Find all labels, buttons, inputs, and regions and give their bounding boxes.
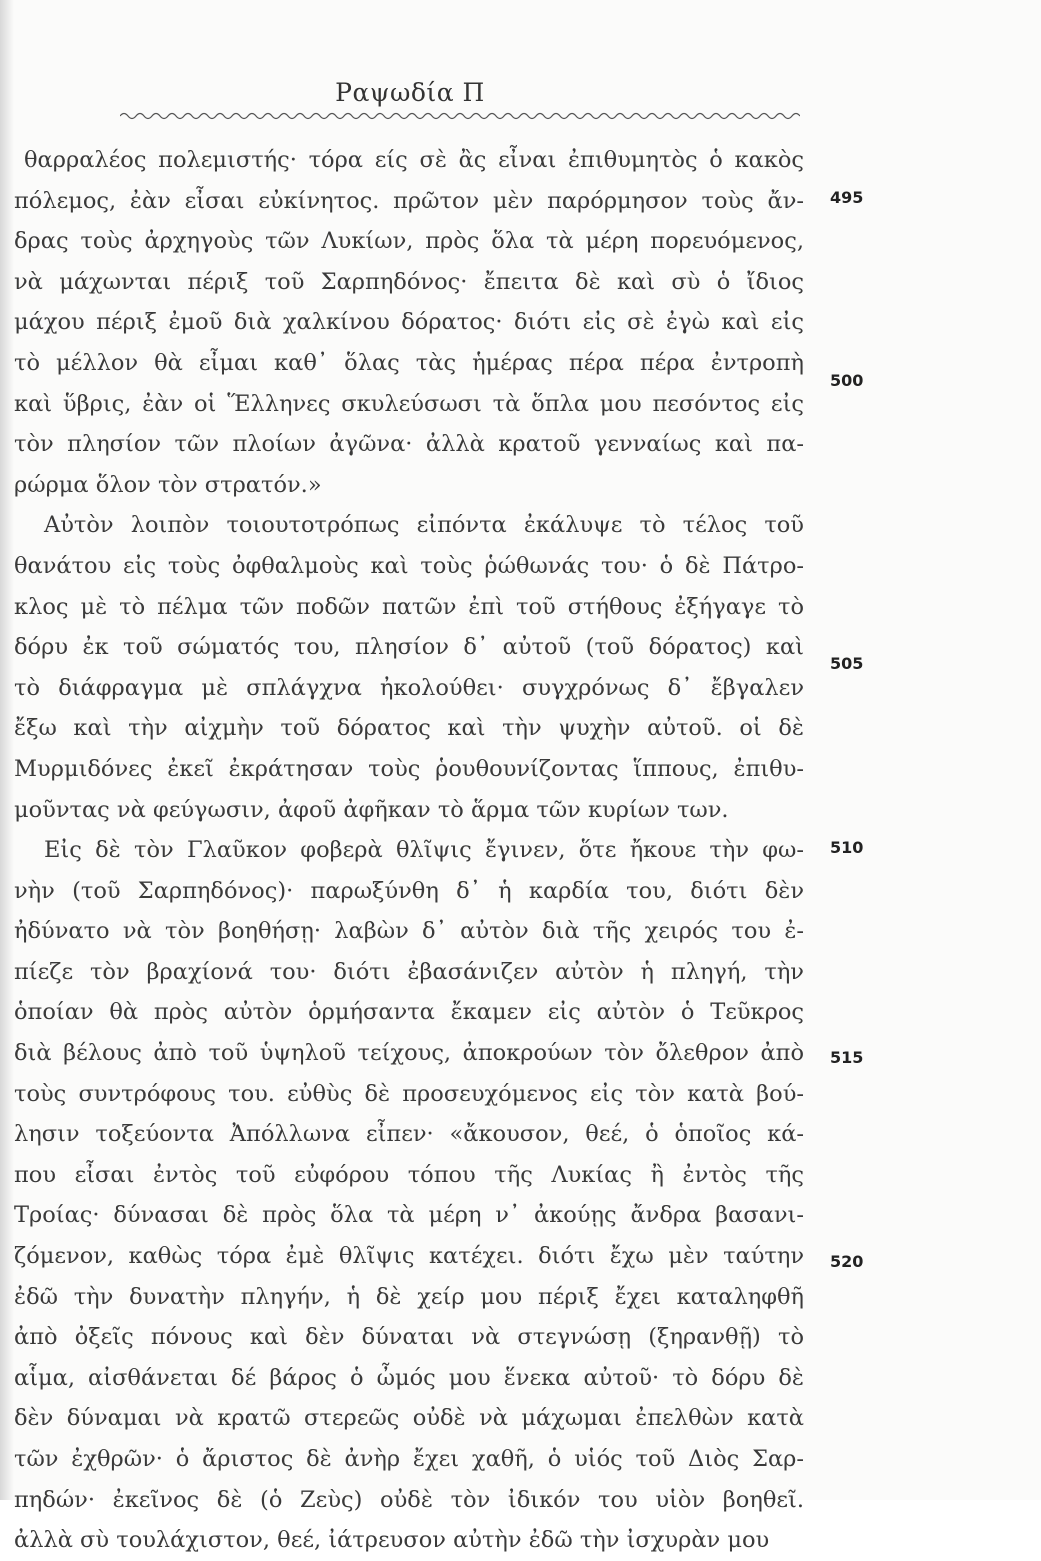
text-line: κλος μὲ τὸ πέλμα τῶν ποδῶν πατῶν ἐπὶ τοῦ στήθους ἐξήγαγε τὸ	[14, 593, 804, 620]
text-line: Αὐτὸν λοιπὸν τοιουτοτρόπως εἰπόντα ἐκάλυψε τὸ τέλος τοῦ	[44, 512, 804, 539]
line-number: 515	[830, 1048, 864, 1067]
text-line: μάχου πέριξ ἐμοῦ διὰ χαλκίνου δόρατος· διότι εἰς σὲ ἐγὼ καὶ εἰς	[14, 309, 804, 336]
text-line: πίεζε τὸν βραχίονά του· διότι ἐβασάνιζεν αὐτὸν ἡ πληγή, τὴν	[14, 958, 804, 985]
text-line: Τροίας· δύνασαι δὲ πρὸς ὅλα τὰ μέρη ν᾿ ἀκούῃς ἄνδρα βασανι-	[14, 1202, 804, 1229]
text-line: δρας τοὺς ἀρχηγοὺς τῶν Λυκίων, πρὸς ὅλα τὰ μέρη πορευόμενος,	[14, 228, 804, 255]
text-line: ἠδύνατο νὰ τὸν βοηθήσῃ· λαβὼν δ᾿ αὐτὸν διὰ τῆς χειρός του ἐ-	[14, 918, 804, 945]
text-line: ἔξω καὶ τὴν αἰχμὴν τοῦ δόρατος καὶ τὴν ψυχὴν αὐτοῦ. οἱ δὲ	[14, 715, 804, 742]
line-number: 520	[830, 1252, 864, 1271]
text-line: μοῦντας νὰ φεύγωσιν, ἀφοῦ ἀφῆκαν τὸ ἅρμα τῶν κυρίων των.	[14, 796, 729, 823]
text-line: τῶν ἐχθρῶν· ὁ ἄριστος δὲ ἀνὴρ ἔχει χαθῆ, ὁ υἱός τοῦ Διὸς Σαρ-	[14, 1446, 804, 1472]
text-line: ὁποίαν θὰ πρὸς αὐτὸν ὁρμήσαντα ἔκαμεν εἰς αὐτὸν ὁ Τεῦκρος	[14, 999, 804, 1026]
line-number: 505	[830, 654, 864, 673]
line-number: 500	[830, 371, 864, 390]
text-line: τὸν πλησίον τῶν πλοίων ἀγῶνα· ἀλλὰ κρατοῦ γενναίως καὶ πα-	[14, 431, 804, 458]
text-line: θανάτου εἰς τοὺς ὀφθαλμοὺς καὶ τοὺς ῥώθωνάς του· ὁ δὲ Πάτρο-	[14, 552, 804, 579]
text-line: πηδών· ἐκεῖνος δὲ (ὁ Ζεὺς) οὐδὲ τὸν ἰδικόν του υἱὸν βοηθεῖ.	[14, 1486, 804, 1513]
text-line: ἐδῶ τὴν δυνατὴν πληγήν, ἡ δὲ χείρ μου πέριξ ἔχει καταληφθῆ	[14, 1283, 804, 1310]
line-number: 510	[830, 838, 864, 857]
text-line: νὴν (τοῦ Σαρπηδόνος)· παρωξύνθη δ᾿ ἡ καρδία του, διότι δὲν	[14, 877, 804, 904]
page-edge-shadow	[0, 0, 14, 1500]
text-line: ἀλλὰ σὺ τουλάχιστον, θεέ, ἰάτρευσον αὐτὴν ἐδῶ τὴν ἰσχυρὰν μου	[14, 1527, 770, 1554]
text-line: νὰ μάχωνται πέριξ τοῦ Σαρπηδόνος· ἔπειτα δὲ καὶ σὺ ὁ ἴδιος	[14, 268, 804, 295]
text-line: Μυρμιδόνες ἐκεῖ ἐκράτησαν τοὺς ῥουθουνίζοντας ἵππους, ἐπιθυ-	[14, 755, 804, 782]
running-head: Ραψωδία Π	[335, 78, 485, 107]
text-line: τὸ διάφραγμα μὲ σπλάγχνα ἠκολούθει· συγχρόνως δ᾿ ἔβγαλεν	[14, 674, 804, 701]
text-line: δόρυ ἐκ τοῦ σώματός του, πλησίον δ᾿ αὐτοῦ (τοῦ δόρατος) καὶ	[14, 634, 804, 661]
text-line: δὲν δύναμαι νὰ κρατῶ στερεῶς οὐδὲ νὰ μάχωμαι ἐπελθὼν κατὰ	[14, 1405, 804, 1432]
text-line: τοὺς συντρόφους του. εὐθὺς δὲ προσευχόμενος εἰς τὸν κατὰ βού-	[14, 1080, 804, 1107]
text-line: ἀπὸ ὀξεῖς πόνους καὶ δὲν δύναται νὰ στεγνώσῃ (ξηρανθῇ) τὸ	[14, 1324, 804, 1351]
text-line: καὶ ὕβρις, ἐὰν οἱ Ἕλληνες σκυλεύσωσι τὰ ὅπλα μου πεσόντος εἰς	[14, 390, 804, 417]
text-line: τὸ μέλλον θὰ εἶμαι καθ᾿ ὅλας τὰς ἡμέρας πέρα πέρα ἐντροπὴ	[14, 349, 804, 376]
body-text	[14, 140, 804, 1561]
text-line: πόλεμος, ἐὰν εἶσαι εὐκίνητος. πρῶτον μὲν παρόρμησον τοὺς ἄν-	[14, 187, 804, 214]
wavy-rule-ornament	[120, 104, 800, 126]
text-line: ρώρμα ὅλον τὸν στρατόν.»	[14, 471, 322, 498]
text-line: αἷμα, αἰσθάνεται δέ βάρος ὁ ὦμός μου ἕνεκα αὐτοῦ· τὸ δόρυ δὲ	[14, 1364, 804, 1391]
line-number: 495	[830, 188, 864, 207]
text-line: Εἰς δὲ τὸν Γλαῦκον φοβερὰ θλῖψις ἔγινεν, ὅτε ἤκουε τὴν φω-	[44, 837, 804, 864]
text-line: θαρραλέος πολεμιστής· τόρα είς σὲ ἂς εἶναι ἐπιθυμητὸς ὁ κακὸς	[24, 147, 804, 173]
text-line: ζόμενον, καθὼς τόρα ἐμὲ θλῖψις κατέχει. διότι ἔχω μὲν ταύτην	[14, 1243, 804, 1270]
text-line: λησιν τοξεύοντα Ἀπόλλωνα εἶπεν· «ἄκουσον, θεέ, ὁ ὁποῖος κά-	[14, 1121, 804, 1148]
text-line: διὰ βέλους ἀπὸ τοῦ ὑψηλοῦ τείχους, ἀποκρούων τὸν ὄλεθρον ἀπὸ	[14, 1040, 804, 1067]
text-line: που εἶσαι ἐντὸς τοῦ εὐφόρου τόπου τῆς Λυκίας ἢ ἐντὸς τῆς	[14, 1161, 804, 1188]
